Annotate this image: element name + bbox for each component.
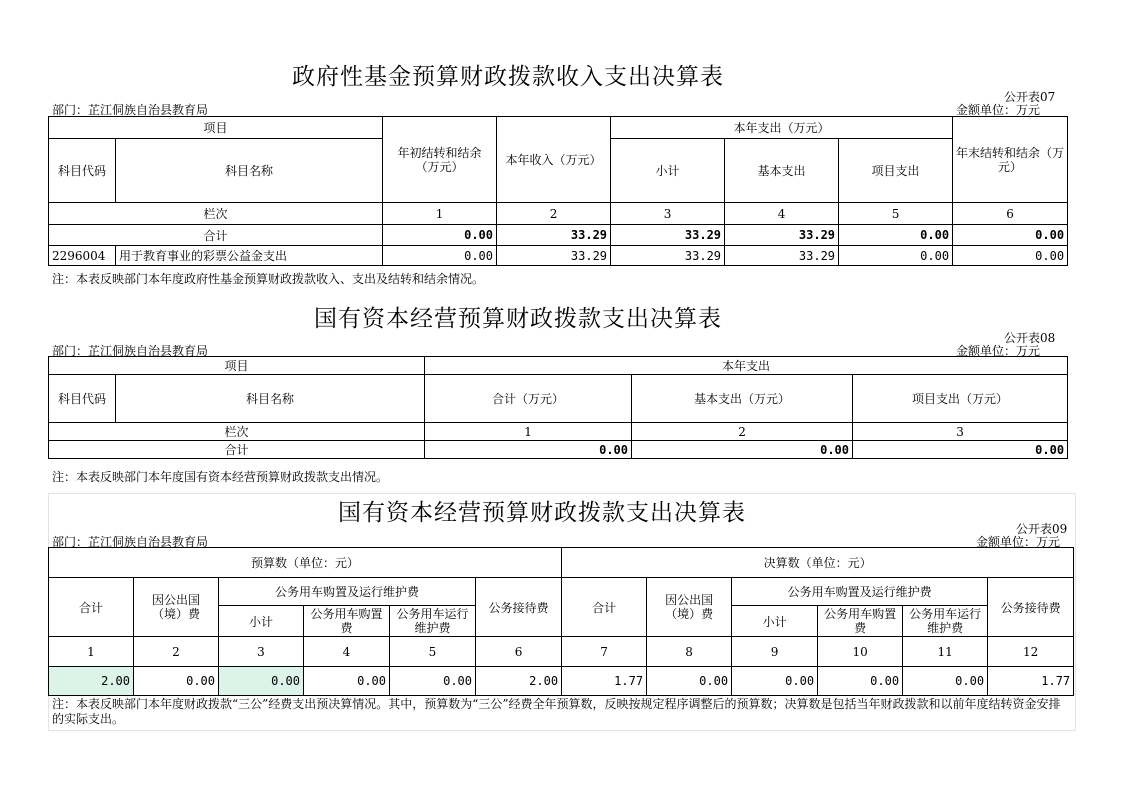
t3-h-car-b: 公务用车购置及运行维护费 [219, 578, 476, 606]
t2-unit: 金额单位：万元 [956, 344, 1041, 358]
t3-col-11: 11 [903, 637, 988, 667]
t3-h-recv-f: 公务接待费 [988, 578, 1074, 637]
t2-h-project: 项目 [49, 357, 425, 375]
t2-col-1: 1 [425, 423, 632, 441]
t3-col-2: 2 [134, 637, 219, 667]
t3-h-abroad-b: 因公出国（境）费 [134, 578, 219, 637]
t3-note: 注：本表反映部门本年度财政拨款“三公”经费支出预决算情况。其中，预算数为“三公”经费全年预算数，反映按规定程序调整后的预算数；决算数是包括当年财政拨款和以前年度结转资金安排的实际支出。 [52, 697, 1061, 726]
t1-table [48, 116, 1068, 266]
t1-col-3: 3 [611, 203, 725, 225]
t2-h-year: 本年支出 [425, 357, 1068, 375]
t3-title: 国有资本经营预算财政拨款支出决算表 [338, 500, 746, 526]
t1-col-1: 1 [383, 203, 497, 225]
t3-col-5: 5 [390, 637, 476, 667]
t1-h-project: 项目 [49, 117, 383, 139]
t3-col-10: 10 [818, 637, 903, 667]
t1-h-end: 年末结转和结余（万元） [953, 117, 1068, 203]
t3-code: 公开表09 [1016, 522, 1068, 536]
t3-h-recv-b: 公务接待费 [476, 578, 562, 637]
t1-item-3: 33.29 [611, 246, 725, 266]
t2-title: 国有资本经营预算财政拨款支出决算表 [314, 306, 722, 332]
t1-item-code: 2296004 [49, 246, 116, 266]
t1-total-6: 0.00 [953, 225, 1068, 246]
t3-dept: 部门：芷江侗族自治县教育局 [52, 535, 209, 549]
t3-h-abroad-f: 因公出国（境）费 [647, 578, 732, 637]
t1-item-6: 0.00 [953, 246, 1068, 266]
t1-h-begin: 年初结转和结余（万元） [383, 117, 497, 203]
t3-col-9: 9 [732, 637, 818, 667]
t3-h-run-f: 公务用车运行维护费 [903, 606, 988, 637]
t1-h-subtotal: 小计 [611, 139, 725, 203]
t1-total-4: 33.29 [725, 225, 839, 246]
t1-total-2: 33.29 [497, 225, 611, 246]
t1-h-basic: 基本支出 [725, 139, 839, 203]
t3-h-run-b: 公务用车运行维护费 [390, 606, 476, 637]
t2-row-total: 合计 [49, 441, 425, 459]
t2-dept: 部门：芷江侗族自治县教育局 [52, 344, 209, 358]
t3-col-12: 12 [988, 637, 1074, 667]
t1-total-5: 0.00 [839, 225, 953, 246]
t3-col-7: 7 [562, 637, 647, 667]
t2-code: 公开表08 [1004, 331, 1056, 345]
t3-table [48, 547, 1074, 696]
t1-row-total: 合计 [49, 225, 383, 246]
t3-val-7: 1.77 [562, 667, 647, 696]
t1-total-3: 33.29 [611, 225, 725, 246]
t3-col-8: 8 [647, 637, 732, 667]
t1-item-4: 33.29 [725, 246, 839, 266]
t1-h-code: 科目代码 [49, 139, 116, 203]
t2-h-basic: 基本支出（万元） [632, 375, 853, 423]
t3-unit: 金额单位：万元 [976, 535, 1061, 549]
t1-col-4: 4 [725, 203, 839, 225]
t3-val-11: 0.00 [903, 667, 988, 696]
t3-val-2: 0.00 [134, 667, 219, 696]
t3-h-final: 决算数（单位：元） [562, 548, 1074, 578]
t3-val-10: 0.00 [818, 667, 903, 696]
t3-h-buy-b: 公务用车购置费 [304, 606, 390, 637]
t2-table [48, 356, 1068, 459]
t2-row-lanci: 栏次 [49, 423, 425, 441]
t2-h-name: 科目名称 [116, 375, 425, 423]
t3-val-5: 0.00 [390, 667, 476, 696]
t2-h-code: 科目代码 [49, 375, 116, 423]
t3-val-9: 0.00 [732, 667, 818, 696]
t3-val-12: 1.77 [988, 667, 1074, 696]
t1-total-1: 0.00 [383, 225, 497, 246]
t1-title: 政府性基金预算财政拨款收入支出决算表 [292, 64, 724, 90]
t3-val-8: 0.00 [647, 667, 732, 696]
t3-col-6: 6 [476, 637, 562, 667]
t3-h-sub-f: 小计 [732, 606, 818, 637]
t1-item-1: 0.00 [383, 246, 497, 266]
t1-item-name: 用于教育事业的彩票公益金支出 [116, 246, 383, 266]
t1-dept: 部门：芷江侗族自治县教育局 [52, 103, 209, 117]
t1-note: 注：本表反映部门本年度政府性基金预算财政拨款收入、支出及结转和结余情况。 [52, 272, 485, 286]
t2-col-3: 3 [853, 423, 1068, 441]
t3-h-buy-f: 公务用车购置费 [818, 606, 903, 637]
t3-h-car-f: 公务用车购置及运行维护费 [732, 578, 988, 606]
t3-val-1: 2.00 [49, 667, 134, 696]
t1-item-2: 33.29 [497, 246, 611, 266]
t1-item-5: 0.00 [839, 246, 953, 266]
t3-h-total-f: 合计 [562, 578, 647, 637]
t3-val-3: 0.00 [219, 667, 304, 696]
t1-col-5: 5 [839, 203, 953, 225]
t2-h-proj: 项目支出（万元） [853, 375, 1068, 423]
t2-total-1: 0.00 [425, 441, 632, 459]
t1-h-name: 科目名称 [116, 139, 383, 203]
t1-row-lanci: 栏次 [49, 203, 383, 225]
t3-val-4: 0.00 [304, 667, 390, 696]
t1-col-6: 6 [953, 203, 1068, 225]
t2-total-3: 0.00 [853, 441, 1068, 459]
t3-col-3: 3 [219, 637, 304, 667]
t1-h-expense: 本年支出（万元） [611, 117, 953, 139]
t1-col-2: 2 [497, 203, 611, 225]
t2-total-2: 0.00 [632, 441, 853, 459]
t3-h-total-b: 合计 [49, 578, 134, 637]
t2-note: 注：本表反映部门本年度国有资本经营预算财政拨款支出情况。 [52, 470, 389, 484]
t3-val-6: 2.00 [476, 667, 562, 696]
t1-unit: 金额单位：万元 [956, 103, 1041, 117]
t3-col-4: 4 [304, 637, 390, 667]
t1-code: 公开表07 [1004, 90, 1056, 104]
t3-col-1: 1 [49, 637, 134, 667]
t3-h-budget: 预算数（单位：元） [49, 548, 562, 578]
t2-col-2: 2 [632, 423, 853, 441]
t1-h-proj: 项目支出 [839, 139, 953, 203]
t1-h-income: 本年收入（万元） [497, 117, 611, 203]
t2-h-total: 合计（万元） [425, 375, 632, 423]
t3-h-sub-b: 小计 [219, 606, 304, 637]
